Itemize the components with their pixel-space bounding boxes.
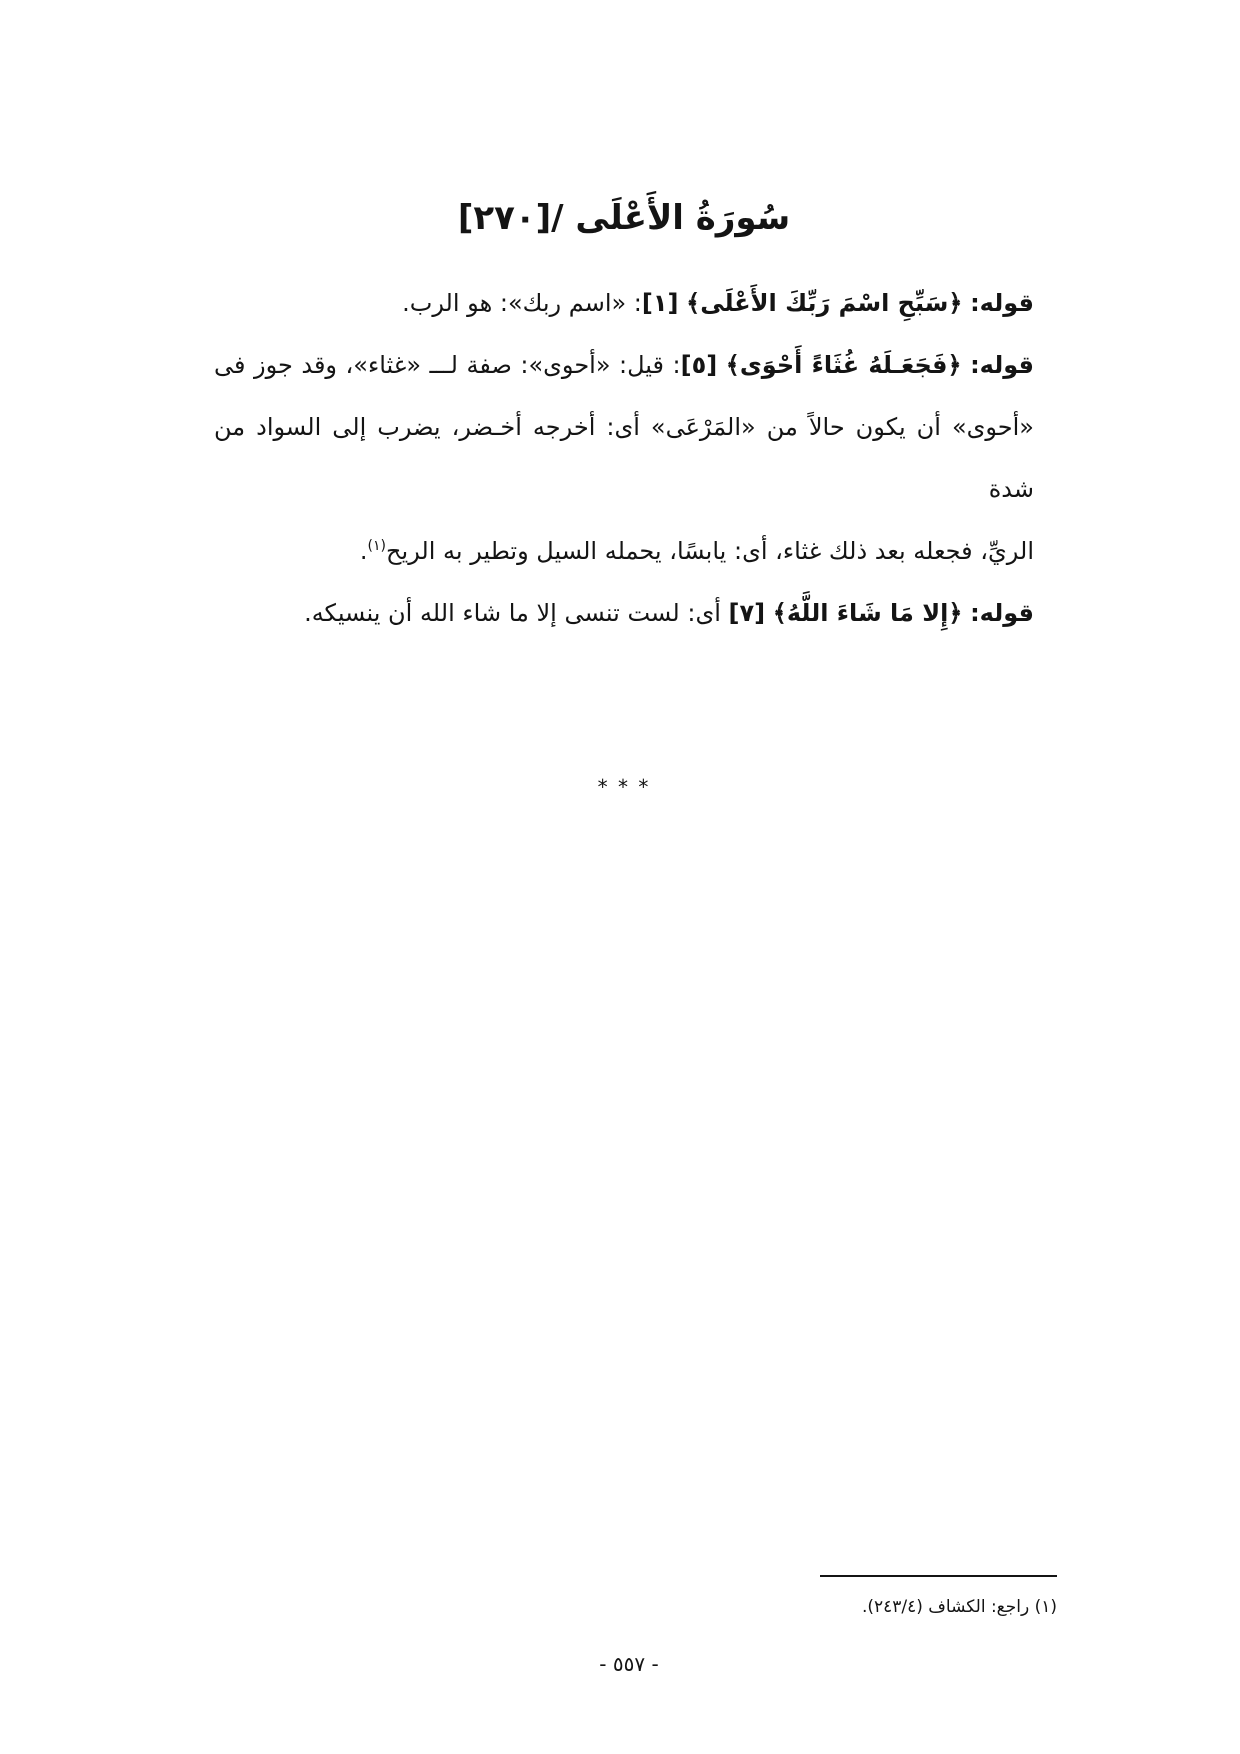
entry-lead: قوله: <box>970 351 1034 379</box>
entry-2-line-1 <box>214 334 1034 396</box>
footnote-rule <box>820 1575 1057 1577</box>
entry-2-line-3 <box>214 520 1034 582</box>
verse-quote: ﴿إِلا مَا شَاءَ اللَّهُ﴾ <box>772 599 963 627</box>
entry-comment: الريِّ، فجعله بعد ذلك غثاء، أى: يابسًا، يحمله السيل وتطير به الريح <box>386 537 1034 565</box>
entry-1-line <box>214 272 1034 334</box>
entry-lead: قوله: <box>970 289 1034 317</box>
surah-title: سُورَةُ الأَعْلَى /[٢٧٠] <box>457 198 791 238</box>
verse-number: [٥] <box>680 351 718 379</box>
commentary-text <box>214 272 1034 644</box>
footnote-marker: (١) <box>1034 1597 1057 1617</box>
entry-comment: أى: لست تنسى إلا ما شاء الله أن ينسيكه. <box>304 599 721 627</box>
entry-comment: : قيل: «أحوى»: صفة لـــ «غثاء»، وقد جوز فى <box>214 351 681 379</box>
section-separator: * * * <box>597 775 651 799</box>
entry-2-line-2: «أحوى» أن يكون حالاً من «المَرْعَى» أى: أخرجه أخـضر، يضرب إلى السواد من شدة <box>214 413 1034 503</box>
entry-3-line <box>214 582 1034 644</box>
entry-lead: قوله: <box>970 599 1034 627</box>
verse-number: [١] <box>641 289 679 317</box>
verse-quote: ﴿فَجَعَـلَهُ غُثَاءً أَحْوَى﴾ <box>725 351 962 379</box>
footnote <box>657 1592 1057 1622</box>
page-number: - ٥٥٧ - <box>599 1652 659 1676</box>
footnote-reference: (١) <box>367 538 387 554</box>
verse-number: [٧] <box>728 599 766 627</box>
entry-comment: : «اسم ربك»: هو الرب. <box>402 289 642 317</box>
verse-quote: ﴿سَبِّحِ اسْمَ رَبِّكَ الأَعْلَى﴾ <box>686 289 963 317</box>
footnote-text: راجع: الكشاف (٢٤٣/٤). <box>861 1597 1030 1617</box>
sentence-end: . <box>359 537 368 565</box>
